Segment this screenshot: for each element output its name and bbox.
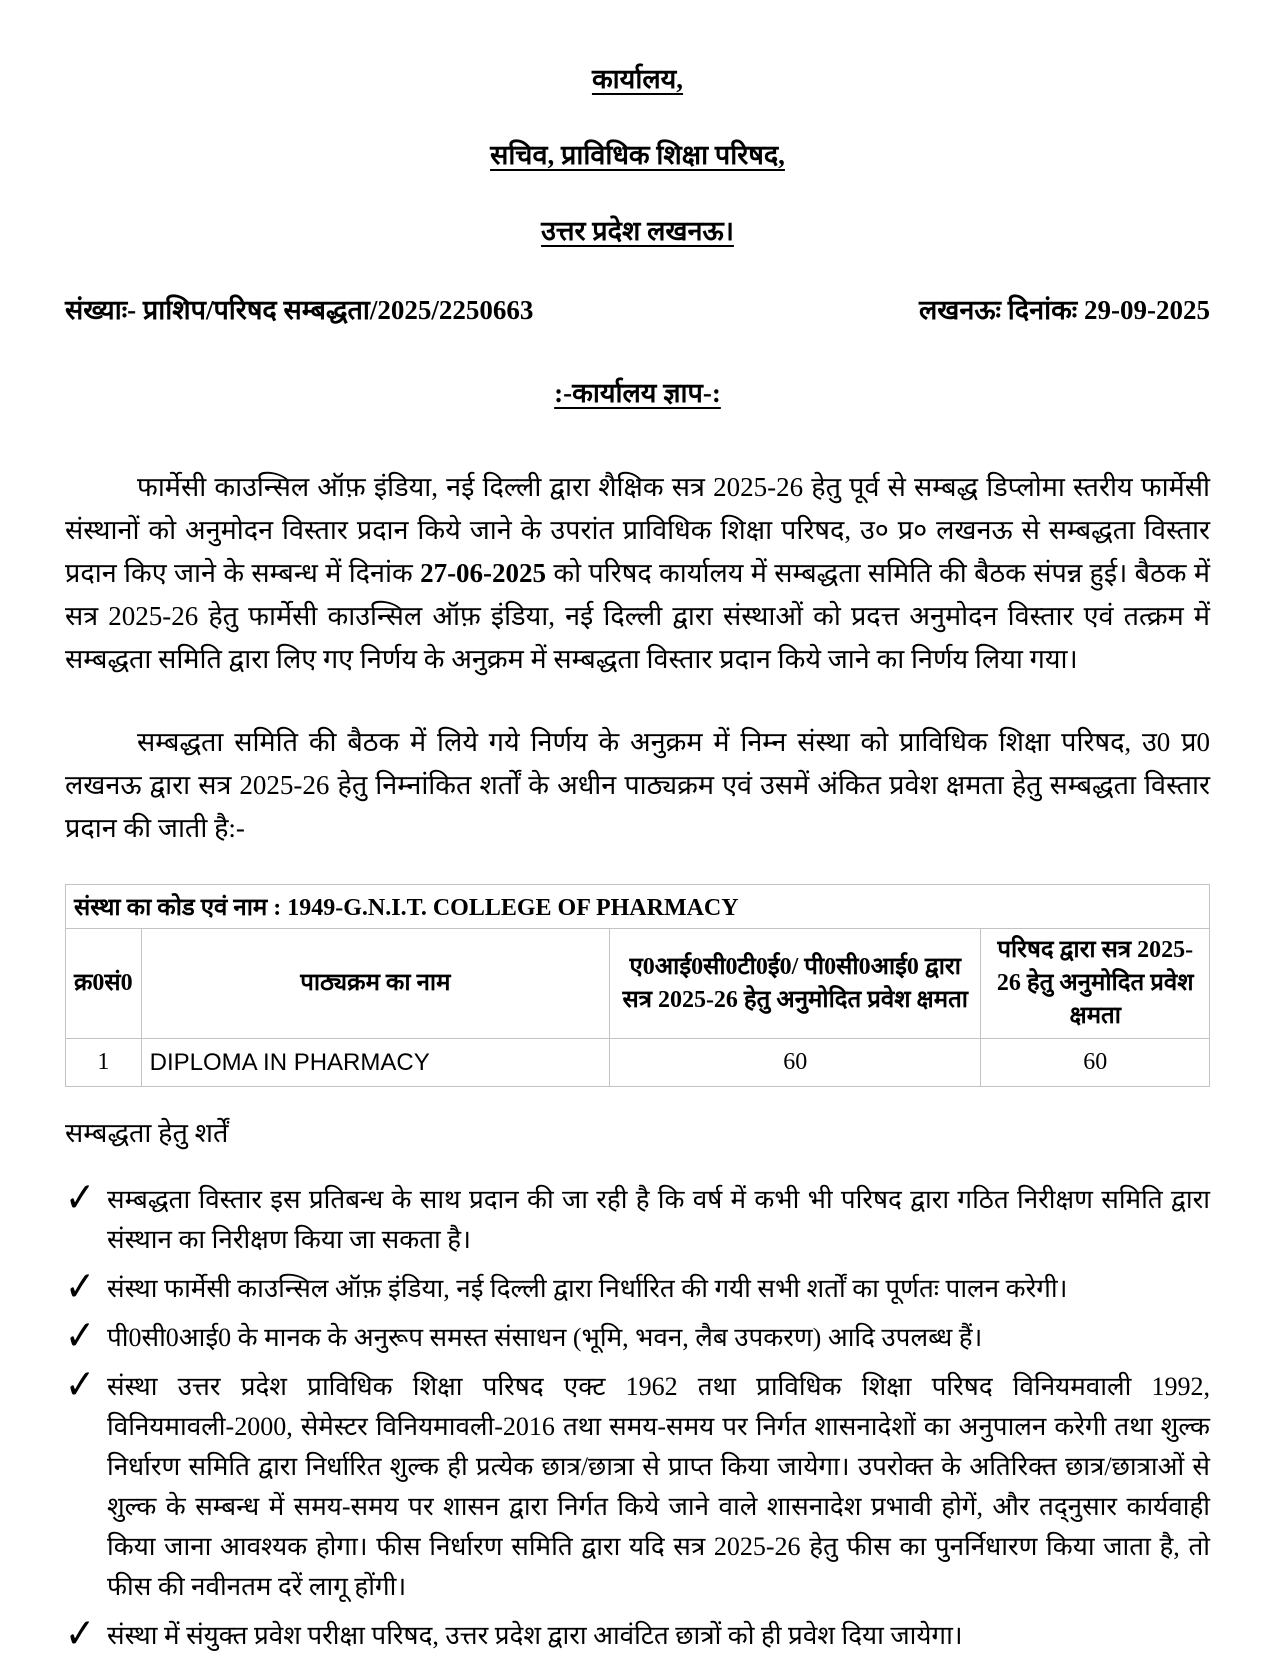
condition-text: संस्था में संयुक्त प्रवेश परीक्षा परिषद, उत्तर प्रदेश द्वारा आवंटित छात्रों को ही प्रवेश दिया जायेगा।: [107, 1621, 963, 1650]
office-heading-line1: कार्यालय,: [591, 64, 684, 94]
institution-row: [66, 885, 1210, 929]
office-heading-line2: सचिव, प्राविधिक शिक्षा परिषद,: [490, 140, 785, 170]
table-header-row: [66, 929, 1210, 1039]
cell-parishad-intake: 60: [981, 1039, 1210, 1087]
list-item: [65, 1361, 1210, 1607]
cell-course-name: DIPLOMA IN PHARMACY: [141, 1039, 609, 1087]
checkmark-icon: ✓: [65, 1263, 96, 1311]
condition-text: पी0सी0आई0 के मानक के अनुरूप समस्त संसाधन (भूमि, भवन, लैब उपकरण) आदि उपलब्ध हैं।: [107, 1323, 983, 1352]
checkmark-icon: ✓: [65, 1361, 96, 1409]
condition-text: सम्बद्धता विस्तार इस प्रतिबन्ध के साथ प्रदान की जा रही है कि वर्ष में कभी भी परिषद द्वारा गठित निरीक्षण समिति द्वारा संस्थान का निरीक्षण किया जा सकता है।: [107, 1185, 1210, 1254]
place-and-date: लखनऊः दिनांकः 29-09-2025: [918, 295, 1210, 325]
checkmark-icon: ✓: [65, 1174, 96, 1222]
paragraph-1-part2: को परिषद कार्यालय में सम्बद्धता समिति की बैठक संपन्न हुई। बैठक में सत्र 2025-26 हेतु फार्मेसी काउन्सिल ऑफ़ इंडिया, नई दिल्ली द्वारा संस्थाओं को प्रदत्त अनुमोदन विस्तार एवं तत्क्रम में सम्बद्धता समिति द्वारा लिए गए निर्णय के अनुक्रम में सम्बद्धता विस्तार प्रदान किये जाने का निर्णय लिया गया।: [65, 558, 1210, 674]
list-item: [65, 1263, 1210, 1311]
cell-serial: 1: [66, 1039, 142, 1087]
checkmark-icon: ✓: [65, 1312, 96, 1360]
affiliation-table: [65, 884, 1210, 1087]
institution-code-name: संस्था का कोड एवं नाम : 1949-G.N.I.T. COLLEGE OF PHARMACY: [66, 885, 1210, 929]
conditions-heading: सम्बद्धता हेतु शर्तें: [65, 1118, 229, 1148]
list-item: [65, 1610, 1210, 1658]
list-item: [65, 1312, 1210, 1360]
paragraph-1: [65, 466, 1210, 681]
column-header-aicte-pci-intake: ए0आई0सी0टी0ई0/ पी0सी0आई0 द्वारा सत्र 2025-26 हेतु अनुमोदित प्रवेश क्षमता: [610, 929, 981, 1039]
paragraph-1-part1: फार्मेसी काउन्सिल ऑफ़ इंडिया, नई दिल्ली द्वारा शैक्षिक सत्र 2025-26 हेतु पूर्व से सम्बद्ध डिप्लोमा स्तरीय फार्मेसी संस्थानों को अनुमोदन विस्तार प्रदान किये जाने के उपरांत प्राविधिक शिक्षा परिषद, उ० प्र० लखनऊ से सम्बद्धता विस्तार प्रदान किए जाने के सम्बन्ध में दिनांक: [65, 472, 1210, 588]
meeting-date: 27-06-2025: [420, 558, 547, 588]
column-header-parishad-intake: परिषद द्वारा सत्र 2025-26 हेतु अनुमोदित प्रवेश क्षमता: [981, 929, 1210, 1039]
condition-text: संस्था उत्तर प्रदेश प्राविधिक शिक्षा परिषद एक्ट 1962 तथा प्राविधिक शिक्षा परिषद विनियमवाली 1992, विनियमावली-2000, सेमेस्टर विनियमावली-2016 तथा समय-समय पर निर्गत शासनादेशों का अनुपालन करेगी तथा शुल्क निर्धारण समिति द्वारा निर्धारित शुल्क ही प्रत्येक छात्र/छात्रा से प्राप्त किया जायेगा। उपरोक्त के अतिरिक्त छात्र/छात्राओं से शुल्क के सम्बन्ध में समय-समय पर शासन द्वारा निर्गत किये जाने वाले शासनादेश प्रभावी होगें, और तद्नुसार कार्यवाही किया जाना आवश्यक होगा। फीस निर्धारण समिति द्वारा यदि सत्र 2025-26 हेतु फीस का पुनर्निधारण किया जाता है, तो फीस की नवीनतम दरें लागू होंगी।: [107, 1372, 1210, 1601]
office-heading-line3: उत्तर प्रदेश लखनऊ।: [541, 216, 734, 246]
checkmark-icon: ✓: [65, 1610, 96, 1658]
condition-text: संस्था फार्मेसी काउन्सिल ऑफ़ इंडिया, नई दिल्ली द्वारा निर्धारित की गयी सभी शर्तों का पूर्णतः पालन करेगी।: [107, 1274, 1068, 1303]
table-row: [66, 1039, 1210, 1087]
column-header-serial: क्र0सं0: [66, 929, 142, 1039]
conditions-list: [65, 1174, 1210, 1658]
memo-title: :-कार्यालय ज्ञाप-:: [554, 378, 721, 408]
list-item: [65, 1174, 1210, 1260]
cell-aicte-intake: 60: [610, 1039, 981, 1087]
paragraph-2: सम्बद्धता समिति की बैठक में लिये गये निर्णय के अनुक्रम में निम्न संस्था को प्राविधिक शिक्षा परिषद, उ0 प्र0 लखनऊ द्वारा सत्र 2025-26 हेतु निम्नांकित शर्तों के अधीन पाठ्यक्रम एवं उसमें अंकित प्रवेश क्षमता हेतु सम्बद्धता विस्तार प्रदान की जाती है:-: [65, 727, 1210, 843]
reference-line: [65, 290, 1210, 327]
column-header-course: पाठ्यक्रम का नाम: [141, 929, 609, 1039]
reference-number: संख्याः- प्राशिप/परिषद सम्बद्धता/2025/2250663: [65, 295, 534, 325]
